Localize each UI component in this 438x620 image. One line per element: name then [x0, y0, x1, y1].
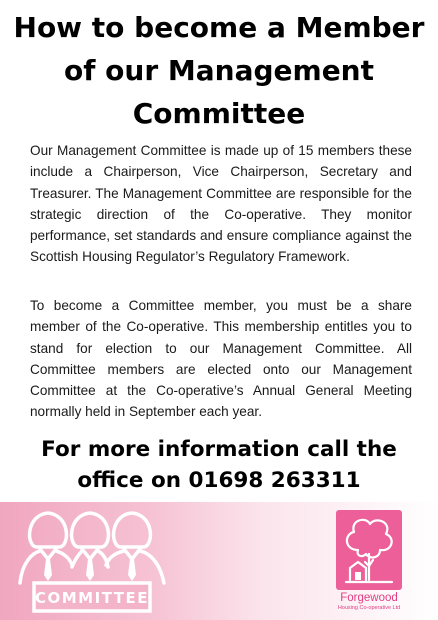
contact-call-to-action	[0, 434, 438, 496]
org-subtitle: Housing Co-operative Ltd	[337, 605, 401, 611]
title-line-3: Committee	[132, 97, 306, 130]
cta-line-2: office on 01698 263311	[77, 468, 361, 493]
intro-paragraph: Our Management Committee is made up of 15 members these include a Chairperson, Vice Chairperson, Secretary and Treasurer. The Management Committee are responsible for the strategic direction of the Co-operative. They monitor performance, set standards and ensure compliance against the Scottish Housing Regulator’s Regulatory Framework.	[30, 143, 412, 265]
membership-paragraph: To become a Committee member, you must be a share member of the Co-operative. This membership entitles you to stand for election to our Management Committee. All Committee members are elected onto our Management Committee at the Co-operative’s Annual General Meeting normally held in September each year.	[30, 298, 412, 420]
committee-logo	[16, 505, 168, 617]
org-name: Forgewood	[340, 592, 398, 604]
title-line-1: How to become a Member	[13, 11, 425, 44]
tree-house-icon	[336, 510, 402, 590]
page-title	[0, 6, 438, 135]
forgewood-logo	[336, 510, 402, 590]
title-line-2: of our Management	[64, 54, 374, 87]
committee-logo-text: COMMITTEE	[35, 589, 149, 607]
cta-line-1: For more information call the	[41, 437, 397, 462]
